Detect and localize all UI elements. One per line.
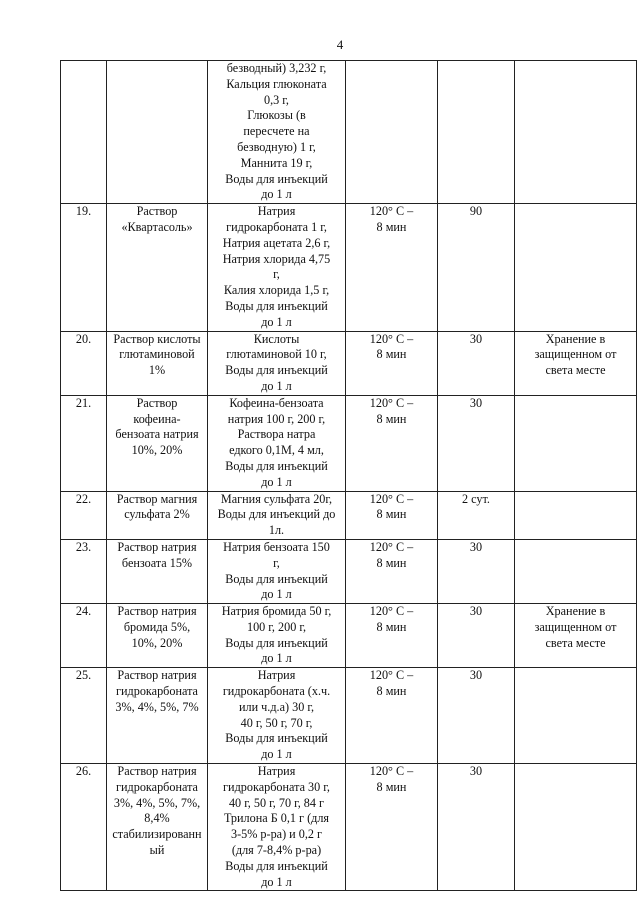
solution-name: Раствор кислоты глютаминовой 1% — [107, 331, 208, 395]
solution-composition: Кофеина-бензоата натрия 100 г, 200 г, Раствора натра едкого 0,1М, 4 мл, Воды для инъекций до 1 л — [208, 395, 346, 491]
storage-note — [515, 539, 637, 603]
sterilization-mode: 120° С – 8 мин — [346, 331, 438, 395]
row-number: 23. — [61, 539, 107, 603]
storage-note: Хранение в защищенном от света месте — [515, 604, 637, 668]
table-row — [61, 61, 637, 204]
solution-name: Раствор магния сульфата 2% — [107, 491, 208, 539]
sterilization-mode: 120° С – 8 мин — [346, 668, 438, 764]
row-number: 19. — [61, 204, 107, 331]
solution-composition: Натрия гидрокарбоната (х.ч. или ч.д.а) 30 г, 40 г, 50 г, 70 г, Воды для инъекций до 1 л — [208, 668, 346, 764]
row-number: 20. — [61, 331, 107, 395]
storage-note — [515, 204, 637, 331]
storage-note — [515, 764, 637, 891]
row-number: 24. — [61, 604, 107, 668]
row-number: 21. — [61, 395, 107, 491]
table-row — [61, 395, 637, 491]
storage-note — [515, 395, 637, 491]
solution-name: Раствор натрия бромида 5%, 10%, 20% — [107, 604, 208, 668]
sterilization-mode: 120° С – 8 мин — [346, 604, 438, 668]
table-row — [61, 604, 637, 668]
solution-name: Раствор натрия гидрокарбоната 3%, 4%, 5%, 7% — [107, 668, 208, 764]
solution-name: Раствор натрия гидрокарбоната 3%, 4%, 5%, 7%, 8,4% стабилизированн ый — [107, 764, 208, 891]
table-row — [61, 539, 637, 603]
shelf-life: 30 — [438, 764, 515, 891]
shelf-life: 30 — [438, 331, 515, 395]
solution-name: Раствор «Квартасоль» — [107, 204, 208, 331]
shelf-life: 30 — [438, 668, 515, 764]
row-number — [61, 61, 107, 204]
row-number: 22. — [61, 491, 107, 539]
solution-name: Раствор натрия бензоата 15% — [107, 539, 208, 603]
shelf-life: 30 — [438, 395, 515, 491]
solution-composition: безводный) 3,232 г, Кальция глюконата 0,3 г, Глюкозы (в пересчете на безводную) 1 г, Маннита 19 г, Воды для инъекций до 1 л — [208, 61, 346, 204]
solution-name: Раствор кофеина- бензоата натрия 10%, 20% — [107, 395, 208, 491]
sterilization-mode: 120° С – 8 мин — [346, 764, 438, 891]
solution-name — [107, 61, 208, 204]
storage-note — [515, 668, 637, 764]
solution-composition: Кислоты глютаминовой 10 г, Воды для инъекций до 1 л — [208, 331, 346, 395]
sterilization-mode: 120° С – 8 мин — [346, 204, 438, 331]
solutions-table — [60, 60, 637, 891]
solution-composition: Натрия бромида 50 г, 100 г, 200 г, Воды для инъекций до 1 л — [208, 604, 346, 668]
page-number: 4 — [336, 37, 344, 52]
table-row — [61, 204, 637, 331]
shelf-life: 2 сут. — [438, 491, 515, 539]
solution-composition: Магния сульфата 20г, Воды для инъекций до 1л. — [208, 491, 346, 539]
storage-note — [515, 61, 637, 204]
sterilization-mode: 120° С – 8 мин — [346, 491, 438, 539]
sterilization-mode — [346, 61, 438, 204]
shelf-life: 30 — [438, 539, 515, 603]
shelf-life — [438, 61, 515, 204]
table-row — [61, 331, 637, 395]
shelf-life: 30 — [438, 604, 515, 668]
storage-note: Хранение в защищенном от света месте — [515, 331, 637, 395]
row-number: 26. — [61, 764, 107, 891]
solution-composition: Натрия бензоата 150 г, Воды для инъекций до 1 л — [208, 539, 346, 603]
sterilization-mode: 120° С – 8 мин — [346, 539, 438, 603]
table-row — [61, 764, 637, 891]
sterilization-mode: 120° С – 8 мин — [346, 395, 438, 491]
shelf-life: 90 — [438, 204, 515, 331]
table-row — [61, 668, 637, 764]
table-row — [61, 491, 637, 539]
solution-composition: Натрия гидрокарбоната 1 г, Натрия ацетата 2,6 г, Натрия хлорида 4,75 г, Калия хлорида 1,5 г, Воды для инъекций до 1 л — [208, 204, 346, 331]
storage-note — [515, 491, 637, 539]
row-number: 25. — [61, 668, 107, 764]
solution-composition: Натрия гидрокарбоната 30 г, 40 г, 50 г, 70 г, 84 г Трилона Б 0,1 г (для 3-5% р-ра) и 0,2 г (для 7-8,4% р-ра) Воды для инъекций до 1 л — [208, 764, 346, 891]
